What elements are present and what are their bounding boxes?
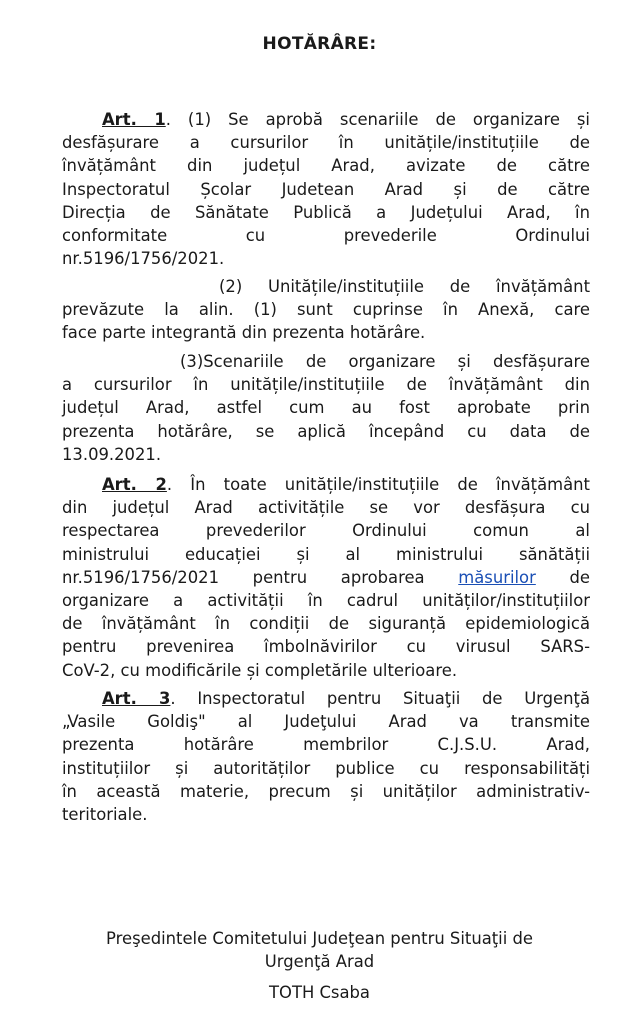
art3-paragraph <box>62 687 590 826</box>
art2-paragraph <box>62 473 590 682</box>
art2-label: Art. 2 <box>102 475 167 494</box>
art1-p2-line-2: prevăzute la alin. (1) sunt cuprinse în Anexă, care <box>62 300 590 320</box>
art1-paragraph-3 <box>62 350 590 466</box>
signature-title-line-1: Preşedintele Comitetului Judeţean pentru Situaţii de <box>106 929 533 948</box>
art2-line-5: nr.5196/1756/2021 pentru aprobarea măsurilor de <box>62 567 590 587</box>
art1-line-2: desfășurare a cursurilor în unitățile/instituțiile de <box>62 133 590 153</box>
art2-line-1: Art. 2. În toate unitățile/instituțiile de învățământ <box>102 475 590 494</box>
art1-p3-line-1: (3)Scenariile de organizare și desfășurare <box>180 352 590 371</box>
art1-line-7: nr.5196/1756/2021. <box>62 249 225 269</box>
art2-line-4: ministrului educației și al ministrului sănătății <box>62 544 590 564</box>
art2-line-6: organizare a activității în cadrul unităților/instituțiilor <box>62 591 590 611</box>
art3-line-4: instituțiilor și autorităților publice cu responsabilități <box>62 758 590 778</box>
art3-line-3: prezenta hotărâre membrilor C.J.S.U. Arad, <box>62 735 590 755</box>
art2-line-2: din județul Arad activitățile se vor desfășura cu <box>62 498 590 518</box>
signature-title-line-2: Urgenţă Arad <box>264 952 375 971</box>
art1-paragraph-1 <box>62 108 590 270</box>
art1-line-3: învățământ din județul Arad, avizate de către <box>62 156 590 176</box>
art1-label: Art. 1 <box>102 110 166 129</box>
art3-line-5: în această materie, precum și unităților administrativ- <box>62 781 590 801</box>
art2-line-8: pentru prevenirea îmbolnăvirilor cu virusul SARS- <box>62 637 590 657</box>
art3-line-6: teritoriale. <box>62 805 148 825</box>
document-title: HOTĂRÂRE: <box>262 34 377 54</box>
art1-p3-line-5: 13.09.2021. <box>62 444 162 464</box>
art1-line-4: Inspectoratul Școlar Judetean Arad și de către <box>62 179 590 199</box>
art1-p2-line-1: (2) Unitățile/instituțiile de învățământ <box>219 277 590 296</box>
art2-line-9: CoV-2, cu modificările și completările ulterioare. <box>62 660 458 680</box>
art1-p3-line-2: a cursurilor în unitățile/instituțiile de învățământ din <box>62 375 590 395</box>
art3-line-2: „Vasile Goldiş" al Judeţului Arad va transmite <box>62 712 590 732</box>
art3-label: Art. 3 <box>102 689 171 708</box>
art1-line-1: Art. 1. (1) Se aprobă scenariile de organizare și <box>102 110 590 129</box>
art2-line-3: respectarea prevederilor Ordinului comun al <box>62 521 590 541</box>
art1-paragraph-2 <box>62 275 590 345</box>
art1-p2-line-3: face parte integrantă din prezenta hotărâre. <box>62 323 426 343</box>
art1-p3-line-3: județul Arad, astfel cum au fost aprobate prin <box>62 398 590 418</box>
art3-line-1: Art. 3. Inspectoratul pentru Situaţii de Urgenţă <box>102 689 590 708</box>
art2-line-7: de învățământ în condiții de siguranță epidemiologică <box>62 614 590 634</box>
art1-p3-line-4: prezenta hotărâre, se aplică începând cu data de <box>62 421 590 441</box>
signature-name: TOTH Csaba <box>269 983 370 1002</box>
art1-line-6: conformitate cu prevederile Ordinului <box>62 226 590 246</box>
masurilor-link[interactable]: măsurilor <box>458 567 536 587</box>
art1-line-5: Direcția de Sănătate Publică a Județului Arad, în <box>62 202 590 222</box>
